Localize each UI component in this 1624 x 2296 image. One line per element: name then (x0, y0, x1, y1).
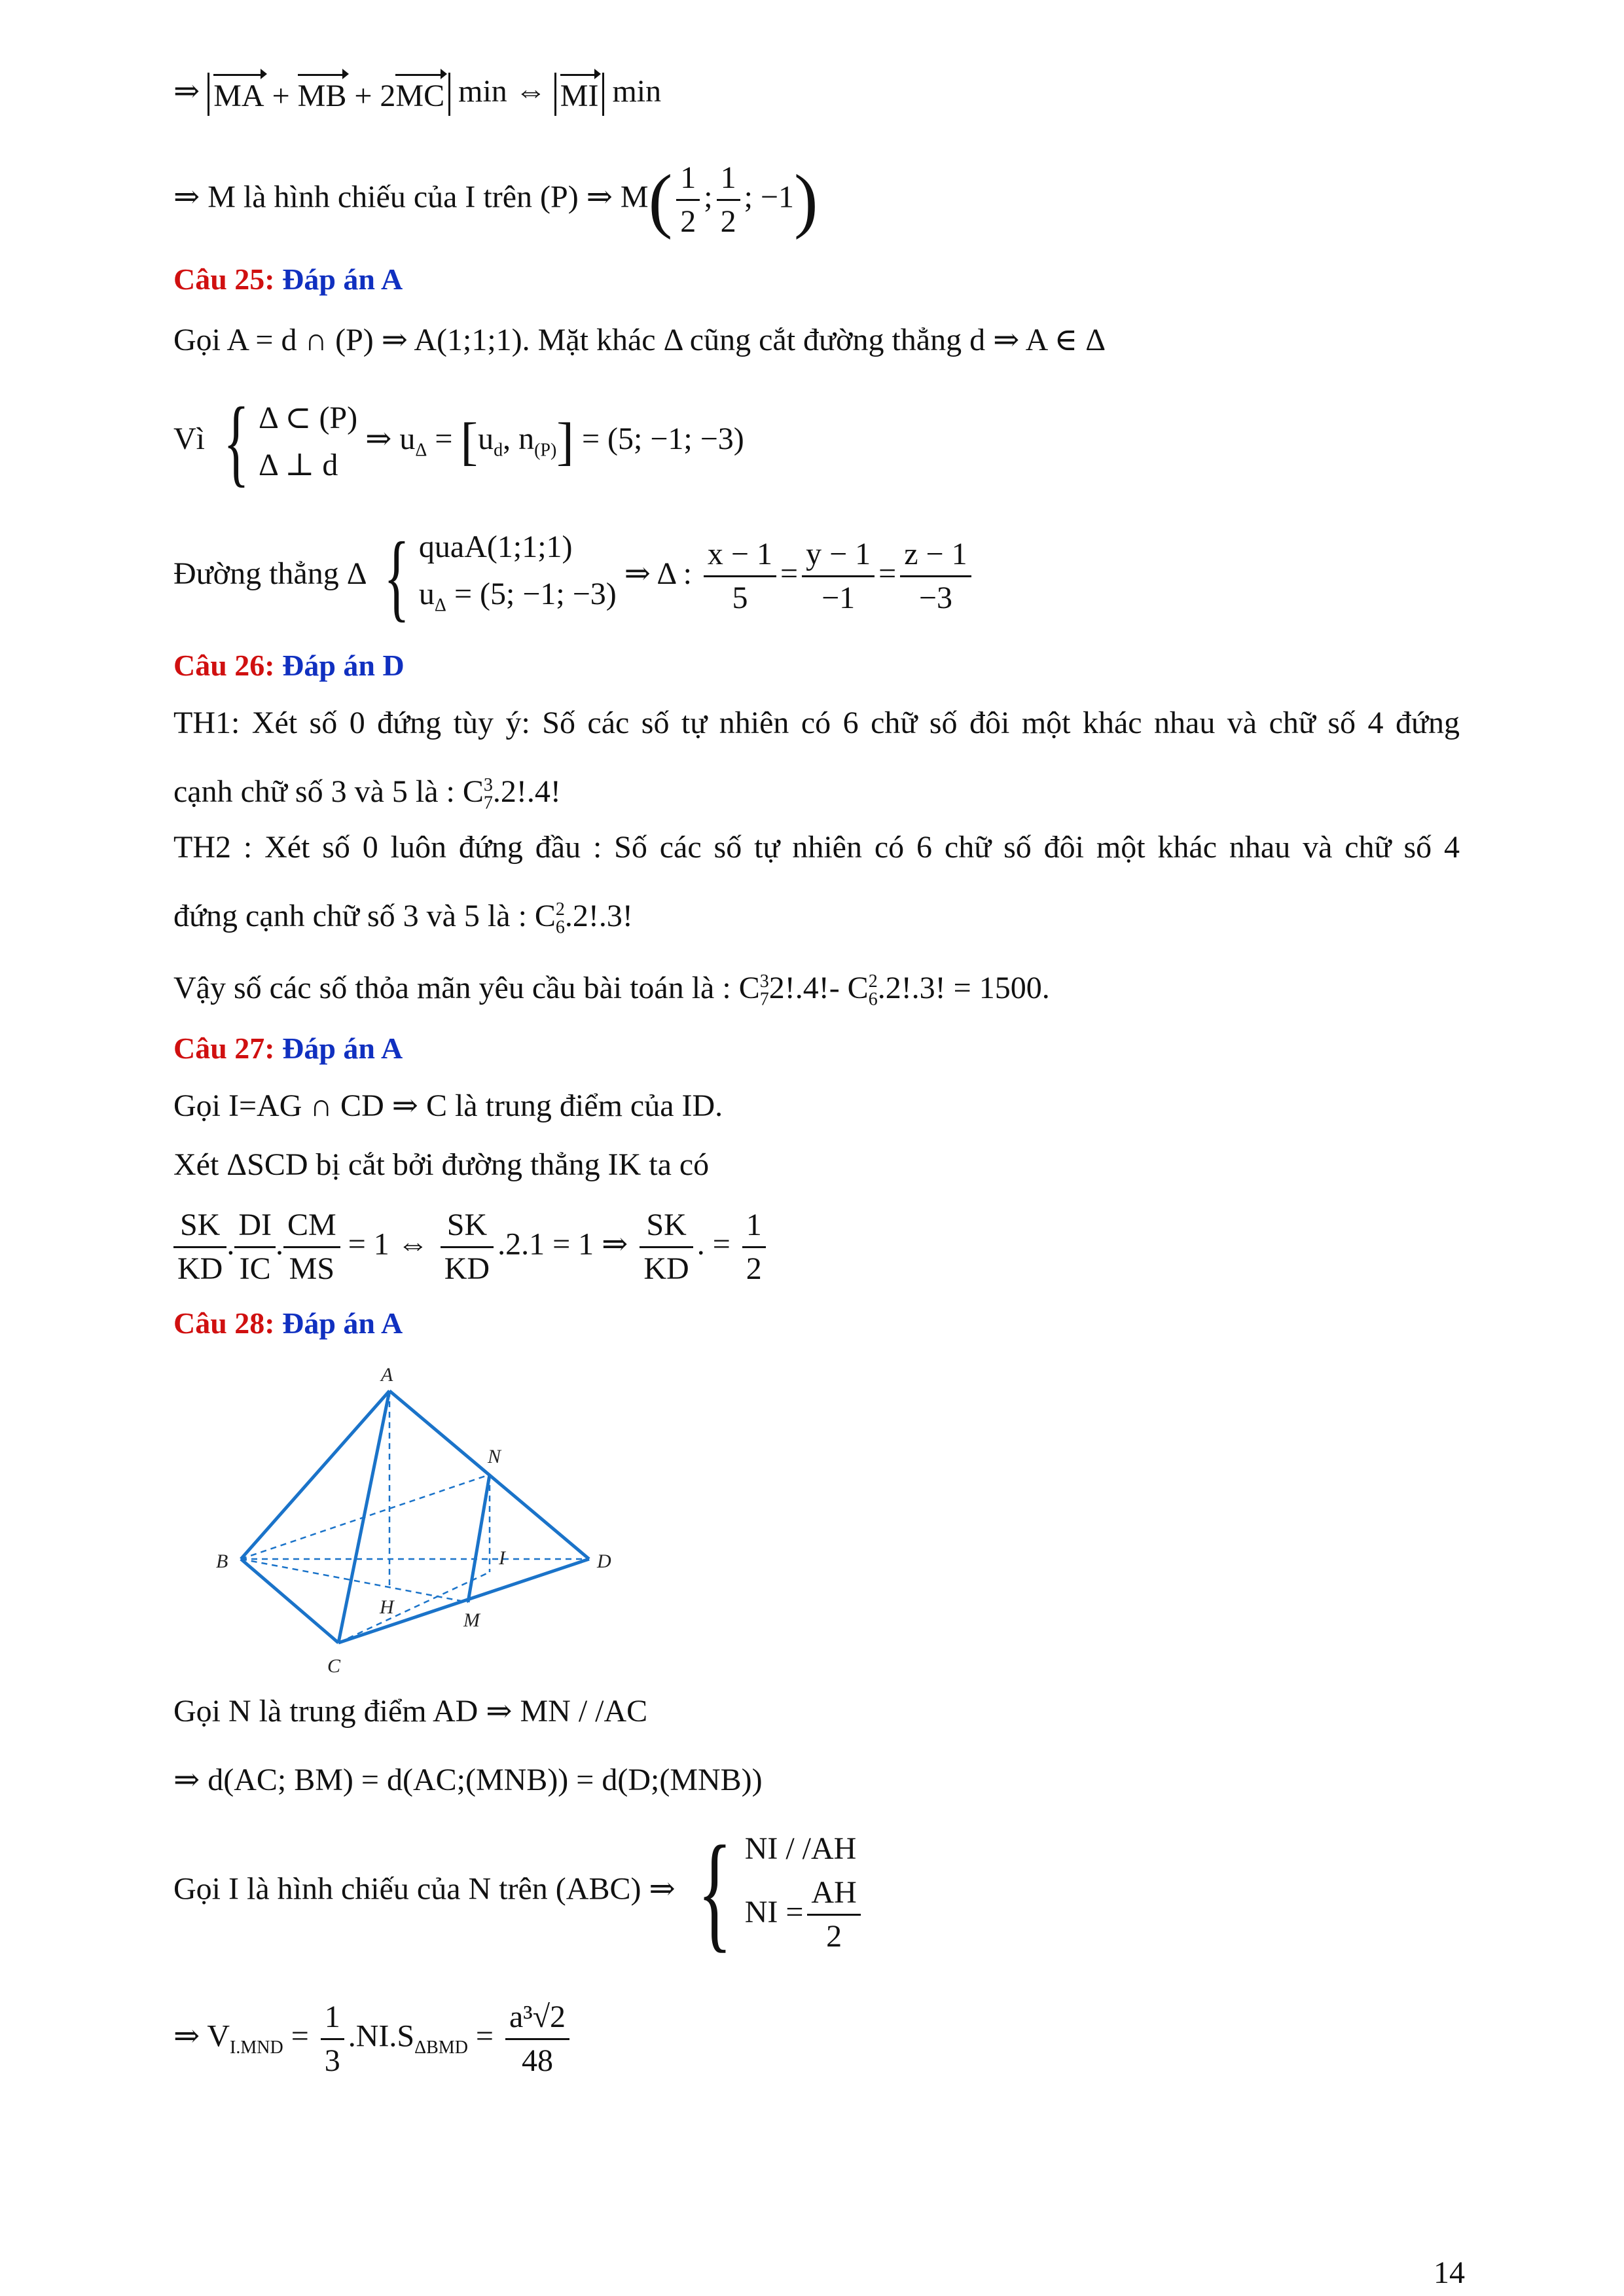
superscript: 2 (555, 899, 565, 920)
answer-label: Đáp án A (282, 1306, 403, 1340)
question-label: Câu 26: (173, 649, 275, 682)
page-number: 14 (1434, 2255, 1465, 2290)
vector-mi-abs (554, 73, 605, 116)
denominator: KD (444, 1251, 490, 1286)
numerator: CM (283, 1204, 340, 1248)
tetrahedron-figure (196, 1361, 628, 1676)
q28-line-2: ⇒ d(AC; BM) = d(AC;(MNB)) = d(D;(MNB)) (173, 1763, 763, 1797)
vertex-label-b: B (216, 1551, 228, 1572)
q25-line-3: Đường thẳng Δ { quaA(1;1;1) $u_\Delta = (5$; −1; −3) ⇒ Δ : $\frac{x - 1}{5}$ = $\frac{y - 1}{-1}$ = $\frac{z - 1}{-3}$ (173, 524, 975, 630)
question-27-heading (173, 1031, 403, 1066)
denominator: 2 (720, 204, 736, 239)
denominator: 48 (522, 2043, 554, 2078)
denominator: KD (177, 1251, 223, 1286)
system-row: quaA(1;1;1) (418, 529, 573, 564)
q28-line-4 (173, 1996, 573, 2082)
subscript: (P) (534, 440, 557, 461)
question-label: Câu 25: (173, 262, 275, 296)
q27-line-3: $\frac{SK}{KD}$ . $\frac{DI}{IC}$ . $\frac{CM}{MS}$ = 1 ⇔ $\frac{SK}{KD}$ .2.1 = 1 ⇒ $\frac{SK}{KD}$ . = $\frac{1}{2}$ (173, 1204, 770, 1290)
cross-product-result: = (5; −1; −3) (581, 422, 744, 457)
question-25-heading (173, 262, 403, 296)
numerator: y − 1 (802, 533, 875, 577)
paren-open: ( (648, 160, 673, 240)
fraction-ah-2 (807, 1872, 860, 1958)
text: NI = (744, 1894, 804, 1929)
vertex-label-c: C (327, 1655, 341, 1676)
denominator: KD (643, 1251, 689, 1286)
fraction-half-1 (676, 157, 700, 243)
vector-mc: MC (395, 73, 444, 116)
superscript: 3 (483, 775, 493, 795)
subscript: 7 (483, 793, 493, 814)
fraction-sk-kd-3 (640, 1204, 693, 1290)
left-brace: { (384, 522, 410, 631)
vector-mi: MI (560, 73, 599, 116)
answer-label: Đáp án A (282, 262, 403, 296)
q26-th1-line-b (173, 766, 561, 823)
q26-result (173, 962, 1050, 1020)
vector-mb: MB (298, 73, 347, 116)
system-row: NI / /AH (744, 1831, 857, 1866)
text: Gọi I là hình chiếu của N trên (ABC) ⇒ (173, 1871, 676, 1907)
superscript: 2 (868, 971, 878, 992)
system-row (744, 1875, 865, 1954)
u-delta: ⇒ u (365, 422, 416, 457)
q27-line-2: Xét ΔSCD bị cắt bởi đường thẳng IK ta có (173, 1147, 710, 1182)
formula-line-1 (173, 72, 661, 116)
min-equiv: min ⇔ (458, 74, 547, 109)
projection-text: ⇒ M là hình chiếu của I trên (P) ⇒ M (173, 179, 649, 215)
q27-line-1: Gọi I=AG ∩ CD ⇒ C là trung điểm của ID. (173, 1088, 723, 1123)
equals: = (435, 422, 453, 457)
text: Vậy số các số thỏa mãn yêu cầu bài toán là : C (173, 971, 760, 1005)
fraction-volume (505, 1996, 569, 2082)
bracket-open: [ (460, 413, 478, 471)
q28-line-3 (173, 1819, 865, 1964)
coord-tail: ; −1 (744, 179, 794, 215)
left-brace: { (697, 1819, 732, 1964)
text: đứng cạnh chữ số 3 và 5 là : C (173, 899, 556, 933)
denominator: 3 (324, 2043, 340, 2078)
fraction-half-2 (717, 157, 740, 243)
denominator: IC (239, 1251, 271, 1286)
numerator: SK (173, 1204, 226, 1248)
numerator: AH (807, 1872, 860, 1916)
vector-sum-abs (208, 73, 450, 116)
text-tail: .2!.3! = 1500. (877, 971, 1050, 1005)
plus-sign: + (272, 78, 290, 113)
point-label-n: N (488, 1446, 501, 1467)
subscript: Δ (434, 595, 446, 616)
system-row: Δ ⊥ d (259, 448, 338, 482)
numerator: DI (234, 1204, 276, 1248)
formula-line-2 (173, 157, 818, 243)
numerator: SK (441, 1204, 494, 1248)
system-3 (745, 1826, 865, 1958)
separator: ; (704, 179, 713, 215)
segment-ci-dashed (338, 1572, 490, 1643)
middle-text: .2.1 = 1 ⇒ (497, 1227, 628, 1262)
equals: = (291, 2018, 309, 2054)
text: cạnh chữ số 3 và 5 là : C (173, 774, 484, 809)
numerator: SK (640, 1204, 693, 1248)
u-d: u (478, 422, 494, 457)
point-label-m: M (463, 1609, 480, 1631)
point-label-i: I (499, 1547, 505, 1569)
fraction-sk-kd (173, 1204, 226, 1290)
system-2 (419, 524, 617, 630)
q26-th2-line-a: TH2 : Xét số 0 luôn đứng đầu : Số các số tự nhiên có 6 chữ số đôi một khác nhau và chữ số 4 (173, 830, 1460, 865)
q26-th1-line-a: TH1: Xét số 0 đứng tùy ý: Số các số tự nhiên có 6 chữ số đôi một khác nhau và chữ số 4 đứng (173, 706, 1460, 740)
fraction-z (900, 533, 971, 619)
answer-label: Đáp án A (282, 1031, 403, 1065)
u-vector: u (418, 577, 435, 611)
fraction-y (802, 533, 875, 619)
numerator: 1 (321, 1996, 344, 2040)
u-value: = (5; −1; −3) (446, 577, 617, 611)
point-label-h: H (380, 1596, 394, 1618)
fraction-di-ic (234, 1204, 276, 1290)
fraction-third (321, 1996, 344, 2082)
numerator: 1 (742, 1204, 766, 1248)
subscript: 6 (868, 989, 878, 1010)
paren-close: ) (794, 160, 818, 240)
numerator: a³√2 (505, 1996, 569, 2040)
denominator: −3 (918, 581, 952, 616)
equals: = (475, 2018, 494, 2054)
equals-equiv: = 1 ⇔ (348, 1227, 429, 1262)
prefix-duong-thang: Đường thẳng Δ (173, 556, 365, 591)
question-label: Câu 27: (173, 1031, 275, 1065)
answer-label: Đáp án D (282, 649, 405, 682)
denominator: −1 (821, 581, 856, 616)
fraction-x (704, 533, 776, 619)
n-p: , n (503, 422, 535, 457)
subscript: ΔBMD (414, 2037, 468, 2058)
subscript: 7 (759, 989, 769, 1010)
fraction-sk-kd-2 (441, 1204, 494, 1290)
numerator: x − 1 (704, 533, 776, 577)
system-1 (259, 395, 357, 489)
subscript: I.MND (230, 2037, 283, 2058)
implies-delta: ⇒ Δ : (624, 556, 692, 591)
text-mid: 2!.4!- C (768, 971, 869, 1005)
subscript: d (494, 440, 503, 461)
q26-th2-line-b (173, 890, 633, 948)
min-text: min (612, 74, 662, 109)
bracket-close: ] (556, 413, 574, 471)
fraction-half (742, 1204, 766, 1290)
q25-line-2 (173, 387, 744, 496)
vertex-label-d: D (597, 1551, 611, 1572)
numerator: z − 1 (900, 533, 971, 577)
denominator: MS (289, 1251, 335, 1286)
q28-line-1: Gọi N là trung điểm AD ⇒ MN / /AC (173, 1694, 648, 1729)
fraction-cm-ms (283, 1204, 340, 1290)
denominator: 2 (680, 204, 696, 239)
denominator: 2 (826, 1919, 842, 1954)
text-tail: .2!.3! (564, 899, 633, 933)
subscript: 6 (555, 917, 565, 938)
denominator: 5 (732, 581, 748, 616)
superscript: 3 (759, 971, 769, 992)
numerator: 1 (717, 157, 740, 201)
text: ⇒ V (173, 2018, 230, 2054)
segment-nm (468, 1475, 490, 1602)
question-28-heading (173, 1306, 403, 1340)
q25-line-1: Gọi A = d ∩ (P) ⇒ A(1;1;1). Mặt khác Δ cũng cắt đường thẳng d ⇒ A ∈ Δ (173, 323, 1106, 357)
system-row (418, 577, 617, 616)
question-label: Câu 28: (173, 1306, 275, 1340)
question-26-heading (173, 648, 405, 683)
vertex-label-a: A (381, 1364, 393, 1386)
numerator: 1 (676, 157, 700, 201)
system-row: Δ ⊂ (P) (259, 401, 358, 435)
text-mid: .NI.S (348, 2018, 415, 2054)
left-brace: { (223, 387, 249, 496)
edge-bc (241, 1559, 338, 1643)
prefix-vi: Vì (173, 422, 205, 457)
equals: . = (696, 1227, 731, 1262)
plus-two: + 2 (354, 78, 396, 113)
implies-symbol: ⇒ (173, 74, 200, 109)
subscript: Δ (415, 440, 427, 461)
vector-ma: MA (213, 73, 264, 116)
text-tail: .2!.4! (492, 774, 561, 809)
denominator: 2 (746, 1251, 762, 1286)
